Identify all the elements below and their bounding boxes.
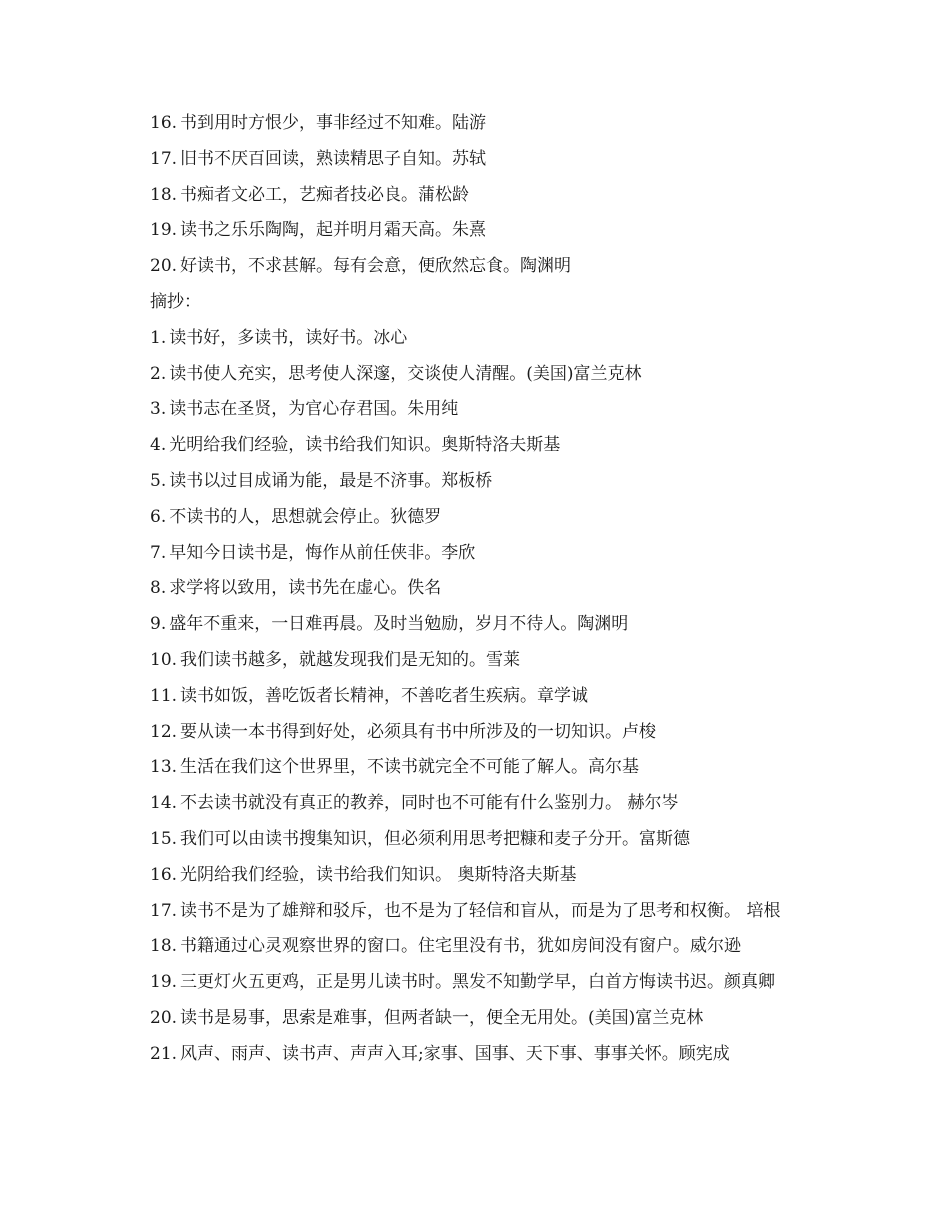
quote-item (150, 178, 910, 214)
quote-number: 18. (150, 184, 178, 205)
quote-number: 21. (150, 1043, 178, 1064)
quote-text: 书痴者文必工，艺痴者技必良。蒲松龄 (180, 184, 470, 205)
quote-text: 盛年不重来，一日难再晨。及时当勉励，岁月不待人。陶渊明 (169, 614, 629, 635)
quote-number: 14. (150, 793, 178, 814)
quote-number: 9. (150, 614, 167, 635)
quote-item (150, 1001, 910, 1037)
quote-item (150, 786, 910, 822)
quote-text: 不读书的人，思想就会停止。狄德罗 (169, 506, 442, 527)
quote-number: 8. (150, 578, 167, 599)
quote-text: 求学将以致用，读书先在虚心。佚名 (169, 578, 442, 599)
quote-number: 18. (150, 936, 178, 957)
quote-item (150, 1037, 910, 1073)
quote-text: 不去读书就没有真正的教养，同时也不可能有什么鉴别力。 赫尔岑 (180, 793, 679, 814)
quote-number: 20. (150, 256, 178, 277)
quote-number: 19. (150, 220, 178, 241)
quote-number: 20. (150, 1007, 178, 1028)
quote-text: 读书好，多读书，读好书。冰心 (169, 327, 408, 348)
quote-text: 三更灯火五更鸡，正是男儿读书时。黑发不知勤学早，白首方悔读书迟。颜真卿 (180, 972, 776, 993)
quote-item (150, 750, 910, 786)
quote-item (150, 536, 910, 572)
quote-text: 生活在我们这个世界里，不读书就完全不可能了解人。高尔基 (180, 757, 640, 778)
quote-item (150, 643, 910, 679)
quote-number: 19. (150, 972, 178, 993)
quote-text: 读书以过目成诵为能，最是不济事。郑板桥 (169, 470, 493, 491)
quote-text: 读书使人充实，思考使人深邃，交谈使人清醒。(美国)富兰克林 (169, 363, 642, 384)
quote-number: 13. (150, 757, 178, 778)
quote-item (150, 464, 910, 500)
quote-item (150, 428, 910, 464)
quote-item (150, 965, 910, 1001)
quote-item (150, 357, 910, 393)
quote-text: 要从读一本书得到好处，必须具有书中所涉及的一切知识。卢梭 (180, 721, 657, 742)
quote-number: 6. (150, 506, 167, 527)
quote-text: 我们读书越多，就越发现我们是无知的。雪莱 (180, 649, 521, 670)
document-body (150, 106, 910, 1073)
quote-text: 光明给我们经验，读书给我们知识。奥斯特洛夫斯基 (169, 435, 561, 456)
quote-number: 10. (150, 649, 178, 670)
quote-item (150, 715, 910, 751)
quote-text: 读书是易事，思索是难事，但两者缺一，便全无用处。(美国)富兰克林 (180, 1007, 704, 1028)
quote-number: 1. (150, 327, 167, 348)
quote-number: 17. (150, 148, 178, 169)
quote-number: 11. (150, 685, 178, 706)
quote-number: 4. (150, 435, 167, 456)
quote-number: 16. (150, 113, 178, 133)
quote-item (150, 500, 910, 536)
quote-item (150, 929, 910, 965)
quote-text: 读书志在圣贤，为官心存君国。朱用纯 (169, 399, 459, 420)
quote-text: 早知今日读书是，悔作从前任侠非。李欣 (169, 542, 476, 563)
quote-item (150, 249, 910, 285)
quote-number: 5. (150, 470, 167, 491)
quote-item (150, 858, 910, 894)
quote-list-continued (150, 106, 910, 285)
quote-list-excerpts (150, 321, 910, 1073)
quote-text: 读书不是为了雄辩和驳斥，也不是为了轻信和盲从，而是为了思考和权衡。 培根 (180, 900, 781, 921)
quote-item (150, 321, 910, 357)
quote-text: 旧书不厌百回读，熟读精思子自知。苏轼 (180, 148, 487, 169)
quote-number: 7. (150, 542, 167, 563)
quote-text: 光阴给我们经验，读书给我们知识。 奥斯特洛夫斯基 (180, 864, 577, 885)
quote-text: 我们可以由读书搜集知识，但必须利用思考把糠和麦子分开。富斯德 (180, 828, 691, 849)
quote-text: 好读书，不求甚解。每有会意，便欣然忘食。陶渊明 (180, 256, 572, 277)
quote-item (150, 392, 910, 428)
quote-text: 风声、雨声、读书声、声声入耳;家事、国事、天下事、事事关怀。顾宪成 (180, 1043, 730, 1064)
quote-number: 15. (150, 828, 178, 849)
quote-item (150, 106, 910, 142)
quote-text: 书籍通过心灵观察世界的窗口。住宅里没有书，犹如房间没有窗户。威尔逊 (180, 936, 742, 957)
quote-number: 12. (150, 721, 178, 742)
quote-item (150, 679, 910, 715)
quote-text: 读书如饭，善吃饭者长精神，不善吃者生疾病。章学诚 (180, 685, 589, 706)
quote-text: 书到用时方恨少，事非经过不知难。陆游 (180, 113, 487, 133)
quote-item (150, 142, 910, 178)
quote-item (150, 213, 910, 249)
quote-item (150, 571, 910, 607)
quote-item (150, 822, 910, 858)
quote-text: 读书之乐乐陶陶，起并明月霜天高。朱熹 (180, 220, 487, 241)
section-heading: 摘抄： (150, 291, 201, 312)
quote-number: 3. (150, 399, 167, 420)
quote-number: 16. (150, 864, 178, 885)
quote-item (150, 894, 910, 930)
quote-number: 17. (150, 900, 178, 921)
quote-number: 2. (150, 363, 167, 384)
quote-item (150, 607, 910, 643)
